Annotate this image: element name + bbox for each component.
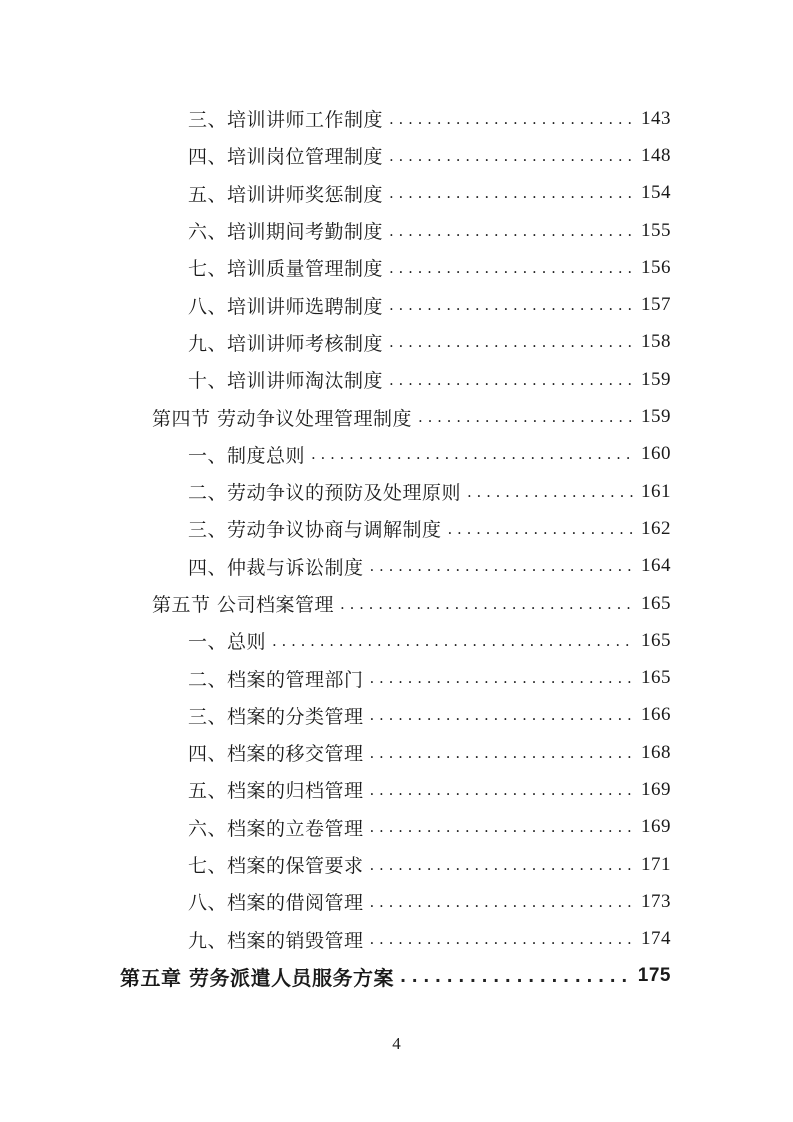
toc-dot-leader: [400, 967, 632, 986]
toc-entry-label: 七、档案的保管要求: [188, 855, 364, 878]
toc-entry-label: 九、档案的销毁管理: [188, 929, 364, 952]
toc-entry-label: 五、培训讲师奖惩制度: [188, 183, 384, 206]
toc-dot-leader: [389, 259, 633, 277]
toc-dot-leader: [389, 184, 633, 202]
toc-item-entry: [0, 249, 671, 286]
toc-item-entry: [0, 137, 671, 174]
toc-entry-label: 八、培训讲师选聘制度: [188, 295, 384, 318]
toc-entry-page: 173: [641, 890, 671, 912]
toc-entry-page: 165: [641, 667, 671, 689]
toc-dot-leader: [370, 706, 633, 724]
toc-item-entry: [0, 100, 671, 137]
toc-dot-leader: [370, 781, 633, 799]
toc-entry-label: 第四节 劳动争议处理管理制度: [152, 407, 413, 430]
page-number: 4: [392, 1034, 401, 1053]
toc-entry-page: 158: [641, 331, 671, 353]
toc-entry-label: 四、档案的移交管理: [188, 743, 364, 766]
toc-entry-page: 154: [641, 182, 671, 204]
toc-entry-label: 第五章 劳务派遣人员服务方案: [120, 965, 394, 990]
toc-item-entry: [0, 473, 671, 510]
toc-entry-label: 九、培训讲师考核制度: [188, 332, 384, 355]
toc-item-entry: [0, 548, 671, 585]
toc-section-entry: [0, 398, 671, 435]
toc-item-entry: [0, 809, 671, 846]
toc-dot-leader: [370, 930, 633, 948]
toc-item-entry: [0, 286, 671, 323]
toc-dot-leader: [389, 296, 633, 314]
toc-entry-label: 第五节 公司档案管理: [152, 594, 335, 616]
toc-dot-leader: [448, 520, 633, 538]
toc-dot-leader: [311, 445, 633, 463]
toc-entry-label: 三、档案的分类管理: [188, 705, 364, 728]
toc-entry-page: 155: [641, 219, 671, 241]
toc-entry-page: 168: [641, 741, 671, 763]
toc-item-entry: [0, 883, 671, 920]
toc-entry-page: 171: [641, 853, 671, 875]
toc-entry-label: 十、培训讲师淘汰制度: [188, 370, 384, 393]
toc-entry-page: 169: [641, 778, 671, 800]
toc-entry-label: 二、劳动争议的预防及处理原则: [188, 482, 462, 505]
toc-entry-label: 三、劳动争议协商与调解制度: [188, 519, 442, 542]
toc-entry-page: 160: [641, 443, 671, 465]
table-of-contents: [0, 100, 793, 995]
toc-entry-label: 二、档案的管理部门: [188, 668, 364, 691]
toc-item-entry: [0, 659, 671, 696]
toc-item-entry: [0, 324, 671, 361]
toc-entry-page: 162: [641, 517, 671, 539]
toc-dot-leader: [370, 669, 633, 687]
toc-dot-leader: [389, 110, 633, 128]
toc-dot-leader: [370, 557, 633, 575]
toc-entry-page: 156: [641, 256, 671, 278]
toc-entry-page: 157: [641, 294, 671, 316]
toc-item-entry: [0, 622, 671, 659]
toc-entry-label: 六、档案的立卷管理: [188, 817, 364, 840]
toc-dot-leader: [370, 856, 633, 874]
toc-dot-leader: [389, 147, 633, 165]
toc-entry-label: 一、总则: [188, 631, 267, 654]
toc-entry-label: 三、培训讲师工作制度: [188, 109, 384, 132]
toc-dot-leader: [389, 333, 633, 351]
toc-item-entry: [0, 771, 671, 808]
toc-chapter-entry: [0, 958, 671, 995]
toc-item-entry: [0, 361, 671, 398]
toc-item-entry: [0, 734, 671, 771]
toc-entry-page: 169: [641, 816, 671, 838]
toc-entry-label: 四、培训岗位管理制度: [188, 146, 384, 169]
toc-item-entry: [0, 921, 671, 958]
toc-entry-label: 六、培训期间考勤制度: [188, 221, 384, 244]
toc-entry-page: 161: [641, 480, 671, 502]
toc-entry-page: 164: [641, 555, 671, 577]
toc-dot-leader: [370, 818, 633, 836]
toc-item-entry: [0, 846, 671, 883]
toc-item-entry: [0, 510, 671, 547]
toc-dot-leader: [467, 483, 633, 501]
toc-entry-label: 八、档案的借阅管理: [188, 892, 364, 915]
toc-entry-page: 159: [641, 406, 671, 428]
toc-entry-label: 一、制度总则: [188, 444, 306, 467]
toc-item-entry: [0, 436, 671, 473]
toc-dot-leader: [340, 595, 633, 613]
toc-item-entry: [0, 697, 671, 734]
toc-entry-page: 148: [641, 144, 671, 166]
toc-dot-leader: [272, 632, 633, 650]
toc-entry-label: 七、培训质量管理制度: [188, 258, 384, 281]
toc-dot-leader: [389, 222, 633, 240]
toc-item-entry: [0, 212, 671, 249]
toc-entry-page: 165: [641, 592, 671, 614]
toc-dot-leader: [389, 371, 633, 389]
toc-dot-leader: [370, 893, 633, 911]
toc-dot-leader: [370, 744, 633, 762]
toc-entry-page: 159: [641, 368, 671, 390]
toc-entry-page: 175: [637, 965, 671, 987]
toc-entry-label: 四、仲裁与诉讼制度: [188, 556, 364, 579]
toc-item-entry: [0, 175, 671, 212]
toc-section-entry: [0, 585, 671, 622]
toc-entry-page: 166: [641, 704, 671, 726]
toc-dot-leader: [418, 408, 633, 426]
toc-entry-page: 143: [641, 107, 671, 129]
toc-entry-page: 174: [641, 928, 671, 950]
toc-entry-page: 165: [641, 629, 671, 651]
toc-entry-label: 五、档案的归档管理: [188, 780, 364, 803]
